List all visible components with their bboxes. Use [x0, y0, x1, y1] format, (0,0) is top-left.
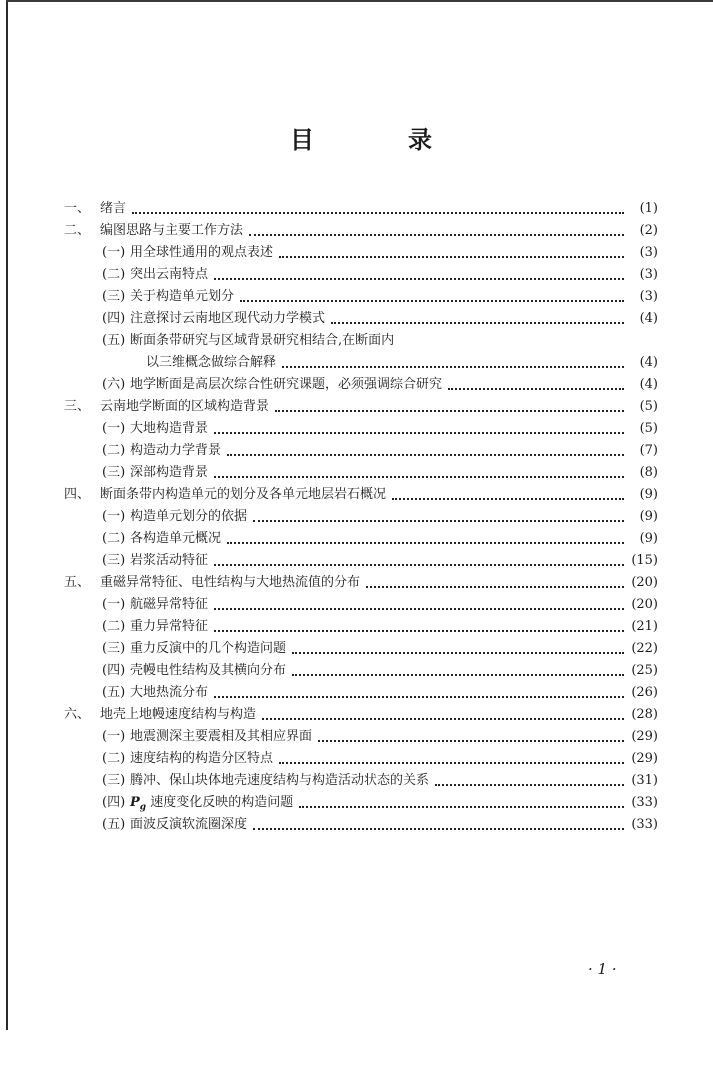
page-top-edge — [6, 0, 713, 2]
toc-entry-page: (9) — [639, 531, 658, 546]
dot-leader — [275, 396, 624, 418]
toc-entry[interactable] — [64, 418, 658, 440]
toc-entry-number: 二、 — [64, 223, 91, 238]
toc-entry[interactable] — [64, 506, 658, 528]
toc-entry[interactable] — [64, 792, 658, 814]
dot-leader — [279, 748, 624, 770]
toc-entry-number: (三) — [102, 553, 126, 568]
toc-entry-number: (四) — [102, 311, 126, 326]
toc-entry-label: 地壳上地幔速度结构与构造 — [100, 707, 257, 722]
toc-entry-page: (4) — [639, 311, 658, 326]
toc-entry[interactable] — [64, 440, 658, 462]
toc-entry[interactable] — [64, 572, 658, 594]
toc-entry-label: 速度结构的构造分区特点 — [130, 751, 274, 766]
toc-entry-label: 绪言 — [100, 201, 127, 216]
dot-leader — [299, 792, 624, 814]
dot-leader — [214, 682, 624, 704]
toc-entry[interactable] — [64, 770, 658, 792]
dot-leader — [318, 726, 624, 748]
toc-entry-number: (二) — [102, 751, 126, 766]
toc-entry-label: 大地热流分布 — [130, 685, 209, 700]
toc-entry-page: (9) — [639, 487, 658, 502]
toc-entry[interactable] — [64, 528, 658, 550]
toc-entry-page: (7) — [639, 443, 658, 458]
toc-entry-page: (29) — [631, 729, 658, 744]
toc-entry-label: 重磁异常特征、电性结构与大地热流值的分布 — [100, 575, 361, 590]
toc-entry-page: (20) — [631, 597, 658, 612]
toc-entry-label: 注意探讨云南地区现代动力学模式 — [130, 311, 326, 326]
toc-entry-page: (5) — [639, 399, 658, 414]
toc-entry[interactable] — [64, 638, 658, 660]
toc-entry-number: (一) — [102, 597, 126, 612]
toc-entry-number: (三) — [102, 465, 126, 480]
toc-entry-label: 断面条带内构造单元的划分及各单元地层岩石概况 — [100, 487, 387, 502]
toc-entry-label: 突出云南特点 — [130, 267, 209, 282]
toc-entry-number: (五) — [102, 817, 126, 832]
toc-entry-page: (2) — [639, 223, 658, 238]
toc-entry[interactable] — [64, 814, 658, 836]
toc-entry-label: 重力异常特征 — [130, 619, 209, 634]
toc-entry[interactable] — [64, 286, 658, 308]
toc-entry[interactable] — [64, 242, 658, 264]
toc-entry-number: 三、 — [64, 399, 91, 414]
dot-leader — [132, 198, 624, 220]
toc-entry-label: 腾冲、保山块体地壳速度结构与构造活动状态的关系 — [130, 773, 430, 788]
toc-entry-page: (25) — [631, 663, 658, 678]
toc-entry[interactable] — [64, 264, 658, 286]
toc-entry[interactable] — [64, 374, 658, 396]
toc-entry-label: 深部构造背景 — [130, 465, 209, 480]
toc-entry-page: (5) — [639, 421, 658, 436]
toc-entry-number: (四) — [102, 795, 126, 810]
toc-entry-number: (一) — [102, 729, 126, 744]
toc-entry[interactable] — [64, 330, 658, 352]
dot-leader — [392, 484, 624, 506]
dot-leader — [240, 286, 624, 308]
dot-leader — [214, 594, 624, 616]
toc-entry-page: (3) — [639, 245, 658, 260]
toc-entry[interactable] — [64, 462, 658, 484]
dot-leader — [435, 770, 624, 792]
toc-entry-label: 航磁异常特征 — [130, 597, 209, 612]
toc-entry-number: (二) — [102, 619, 126, 634]
dot-leader — [262, 704, 624, 726]
toc-entry-label: 速度变化反映的构造问题 — [150, 795, 294, 810]
dot-leader — [448, 374, 624, 396]
toc-entry[interactable] — [64, 396, 658, 418]
toc-entry-number: (四) — [102, 663, 126, 678]
toc-entry-page: (31) — [631, 773, 658, 788]
toc-entry-page: (4) — [639, 377, 658, 392]
dot-leader — [292, 660, 624, 682]
toc-entry-page: (15) — [631, 553, 658, 568]
toc-entry-page: (29) — [631, 751, 658, 766]
toc-entry-label: 云南地学断面的区域构造背景 — [100, 399, 270, 414]
toc-entry-page: (26) — [631, 685, 658, 700]
toc-entry[interactable] — [64, 682, 658, 704]
toc-entry[interactable] — [64, 198, 658, 220]
toc-entry-label: 大地构造背景 — [130, 421, 209, 436]
toc-entry-number: (三) — [102, 773, 126, 788]
toc-entry[interactable] — [64, 308, 658, 330]
toc-entry-label: 关于构造单元划分 — [130, 289, 235, 304]
toc-entry-page: (20) — [631, 575, 658, 590]
toc-entry[interactable] — [64, 704, 658, 726]
toc-entry-label: 面波反演软流圈深度 — [130, 817, 248, 832]
toc-entry-number: (二) — [102, 531, 126, 546]
dot-leader — [214, 550, 624, 572]
toc-entry-page: (28) — [631, 707, 658, 722]
toc-entry-number: (一) — [102, 509, 126, 524]
toc-entry-page: (22) — [631, 641, 658, 656]
page-number: · 1 · — [588, 960, 617, 978]
dot-leader — [366, 572, 624, 594]
toc-entry-label: 重力反演中的几个构造问题 — [130, 641, 287, 656]
toc-entry-number: (一) — [102, 245, 126, 260]
toc-entry-page: (3) — [639, 289, 658, 304]
toc-entry-page: (3) — [639, 267, 658, 282]
toc-entry[interactable] — [64, 550, 658, 572]
dot-leader — [282, 352, 624, 374]
toc-entry-label: 各构造单元概况 — [130, 531, 222, 546]
toc-entry-number: (五) — [102, 333, 126, 348]
toc-entry[interactable] — [64, 594, 658, 616]
toc-entry-label: 地学断面是高层次综合性研究课题，必须强调综合研究 — [130, 377, 443, 392]
toc-entry-number: 五、 — [64, 575, 91, 590]
dot-leader — [214, 616, 624, 638]
toc-entry-label: 地震测深主要震相及其相应界面 — [130, 729, 313, 744]
toc-entry-number: 一、 — [64, 201, 91, 216]
toc-entry[interactable] — [64, 748, 658, 770]
toc-entry-label: 断面条带研究与区域背景研究相结合,在断面内 — [130, 333, 395, 348]
toc-entry[interactable] — [64, 484, 658, 506]
toc-entry-symbol: $P_g$ — [130, 795, 147, 813]
dot-leader — [331, 308, 624, 330]
toc-entry-number: 六、 — [64, 707, 91, 722]
toc-entry-number: 四、 — [64, 487, 91, 502]
table-of-contents — [64, 198, 658, 836]
toc-entry-page: (8) — [639, 465, 658, 480]
toc-entry-page: (33) — [631, 817, 658, 832]
dot-leader — [214, 418, 624, 440]
toc-entry-label: 以三维概念做综合解释 — [146, 355, 277, 370]
toc-entry-label: 壳幔电性结构及其横向分布 — [130, 663, 287, 678]
toc-entry[interactable] — [64, 352, 658, 374]
dot-leader — [227, 528, 624, 550]
toc-entry-label: 用全球性通用的观点表述 — [130, 245, 274, 260]
toc-entry[interactable] — [64, 660, 658, 682]
toc-entry-number: (二) — [102, 267, 126, 282]
toc-entry-label: 构造动力学背景 — [130, 443, 222, 458]
toc-entry[interactable] — [64, 616, 658, 638]
toc-entry-number: (一) — [102, 421, 126, 436]
dot-leader — [279, 242, 624, 264]
dot-leader — [253, 506, 624, 528]
toc-entry-number: (三) — [102, 641, 126, 656]
toc-entry[interactable] — [64, 726, 658, 748]
page-title — [0, 120, 713, 160]
toc-entry-number: (五) — [102, 685, 126, 700]
toc-entry-page: (4) — [639, 355, 658, 370]
toc-entry-label: 岩浆活动特征 — [130, 553, 209, 568]
toc-entry-number: (六) — [102, 377, 126, 392]
toc-entry[interactable] — [64, 220, 658, 242]
dot-leader — [249, 220, 624, 242]
dot-leader — [214, 264, 624, 286]
title-char-1: 目 — [290, 126, 314, 154]
toc-entry-page: (33) — [631, 795, 658, 810]
toc-entry-page: (21) — [631, 619, 658, 634]
toc-entry-page: (9) — [639, 509, 658, 524]
dot-leader — [214, 462, 624, 484]
dot-leader — [253, 814, 624, 836]
toc-entry-page: (1) — [639, 201, 658, 216]
dot-leader — [227, 440, 624, 462]
title-char-2: 录 — [408, 126, 432, 154]
toc-entry-number: (二) — [102, 443, 126, 458]
toc-entry-label: 构造单元划分的依据 — [130, 509, 248, 524]
toc-entry-label: 编图思路与主要工作方法 — [100, 223, 244, 238]
dot-leader — [292, 638, 624, 660]
toc-entry-number: (三) — [102, 289, 126, 304]
